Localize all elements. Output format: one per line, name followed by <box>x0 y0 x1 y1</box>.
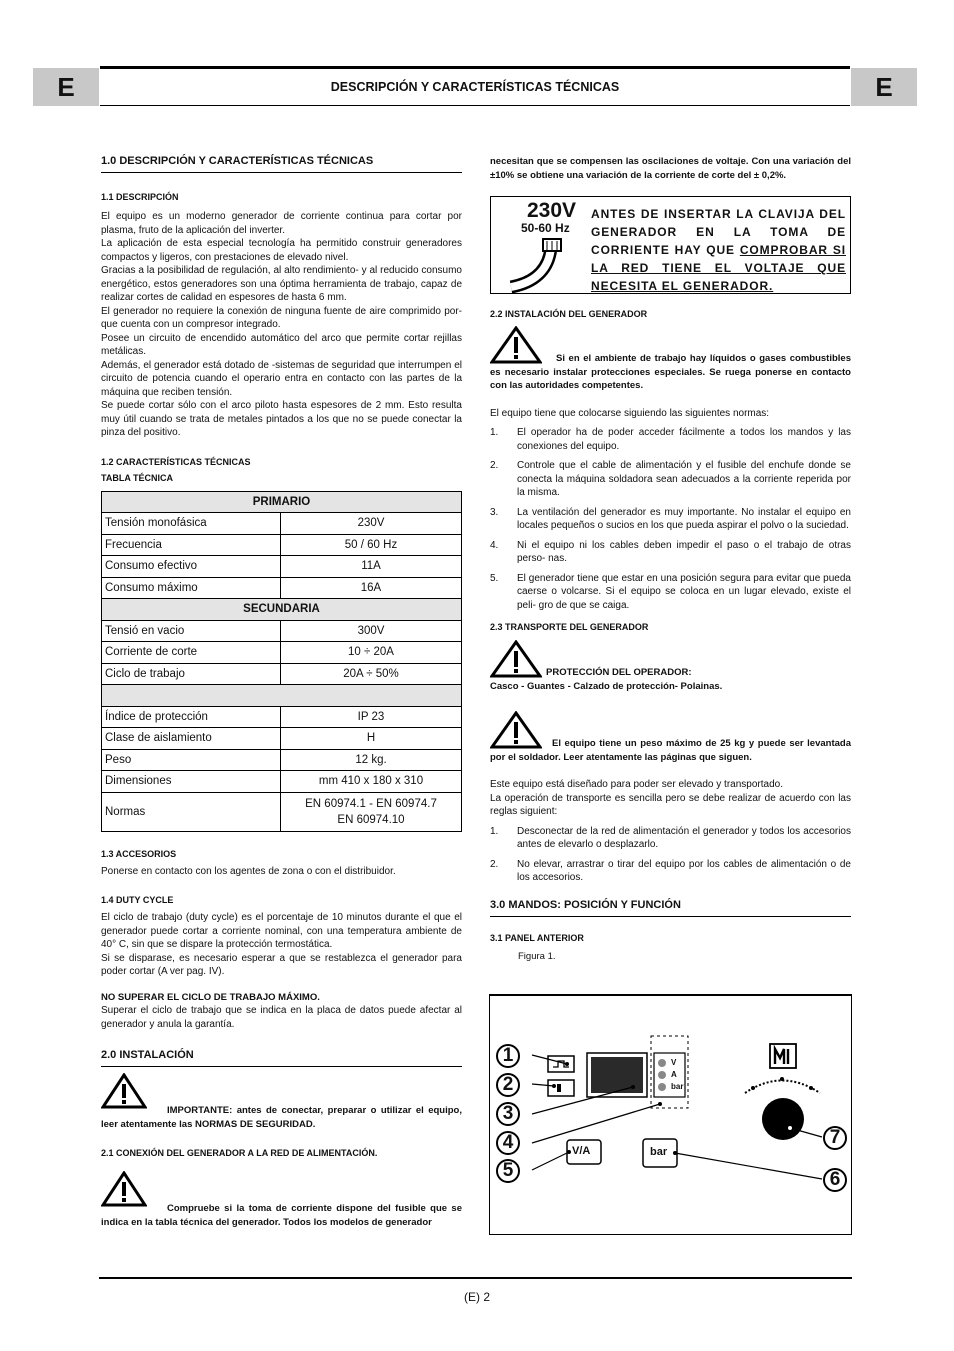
table-cell-key: Corriente de corte <box>102 642 281 664</box>
section-1-4-title: 1.4 DUTY CYCLE <box>101 895 174 905</box>
callout-6: 6 <box>823 1168 847 1192</box>
section-3-title: 3.0 MANDOS: POSICIÓN Y FUNCIÓN <box>490 899 851 917</box>
install-list <box>490 426 851 612</box>
list-text: La ventilación del generador es muy importante. No instalar el equipo en locales pequeños o sucios en los que pueda aspirar el polvo o la suciedad. <box>517 506 851 531</box>
callout-4: 4 <box>496 1131 520 1155</box>
language-tab-right: E <box>851 68 917 106</box>
page-number: (E) 2 <box>463 1290 490 1304</box>
led-label-a: A <box>671 1070 677 1079</box>
table-row <box>102 728 462 750</box>
table-cell-value: 10 ÷ 20A <box>281 642 462 664</box>
transport-list <box>490 825 851 885</box>
list-number: 4. <box>490 539 499 551</box>
paragraph: Superar el ciclo de trabajo que se indica en la placa de datos puede afectar al generador y anula la garantía. <box>101 1005 462 1030</box>
table-cell-value: 16A <box>281 577 462 599</box>
section-1-1-title: 1.1 DESCRIPCIÓN <box>101 192 179 202</box>
table-cell-key: Tensión monofásica <box>102 513 281 535</box>
table-cell-value: mm 410 x 180 x 310 <box>281 771 462 793</box>
warning-block <box>490 640 851 693</box>
list-number: 1. <box>490 825 499 837</box>
table-row <box>102 577 462 599</box>
normas-line-1: EN 60974.1 - EN 60974.7 <box>305 797 437 810</box>
list-text: El operador ha de poder acceder fácilmente a todos los mandos y las conexiones del equipo. <box>517 427 851 452</box>
va-button[interactable]: V/A <box>572 1145 591 1157</box>
table-row <box>102 620 462 642</box>
list-item <box>490 825 851 852</box>
list-number: 2. <box>490 858 499 870</box>
panel-drawing <box>490 996 851 1235</box>
table-row <box>102 534 462 556</box>
section-2-title: 2.0 INSTALACIÓN <box>101 1049 462 1067</box>
led-label-bar: bar <box>671 1082 684 1091</box>
table-cell-key: Clase de aislamiento <box>102 728 281 750</box>
paragraph: El generador no requiere la conexión de ninguna fuente de aire comprimido por- que cuenta con un compresor integrado. <box>101 305 462 330</box>
table-header-secundaria: SECUNDARIA <box>102 599 462 621</box>
technical-table <box>101 491 462 832</box>
plug-warning-text-a: ANTES DE INSERTAR LA CLAVIJA DEL GENERADOR EN LA TOMA DE CORRIENTE HAY QUE <box>591 207 846 257</box>
led-label-v: V <box>671 1058 677 1067</box>
list-text: Ni el equipo ni los cables deben impedir el paso o el trabajo de otras perso- nas. <box>517 539 851 564</box>
plug-warning-text <box>591 205 846 295</box>
page-header <box>100 66 850 106</box>
right-column <box>490 155 851 963</box>
table-cell-key: Ciclo de trabajo <box>102 663 281 685</box>
callout-3: 3 <box>496 1102 520 1126</box>
warning-triangle-icon <box>101 1073 462 1107</box>
paragraph: Se puede cortar sólo con el arco piloto hasta espesores de 2 mm. Esto resulta muy útil cuando se trata de metales pintados a los que no se puede conectar la pinza del positivo. <box>101 400 462 438</box>
table-row <box>102 663 462 685</box>
install-intro: El equipo tiene que colocarse siguiendo las siguientes normas: <box>490 407 770 419</box>
warning-text: Compruebe si la toma de corriente dispone del fusible que se indica en la tabla técnica del generador. Todos los modelos de generador <box>101 1203 462 1228</box>
plug-cable-icon <box>499 237 579 296</box>
table-cell-value: H <box>281 728 462 750</box>
list-item <box>490 572 851 613</box>
paragraph: La aplicación de esta especial tecnología ha permitido construir generadores compactos y ligeros, con prestaciones de elevado nivel. <box>101 238 462 263</box>
table-row <box>102 792 462 831</box>
list-text: No elevar, arrastrar o tirar del equipo por los cables de alimentación o de los accesorios. <box>517 858 851 883</box>
warning-triangle-icon <box>101 1171 462 1205</box>
list-number: 2. <box>490 460 499 471</box>
callout-7: 7 <box>823 1126 847 1150</box>
warning-block <box>490 711 851 764</box>
plug-warning-box <box>490 196 851 294</box>
table-header-empty <box>102 685 462 707</box>
table-cell-key: Normas <box>102 792 281 831</box>
warning-block <box>490 326 851 393</box>
list-number: 1. <box>490 427 499 438</box>
list-text: Desconectar de la red de alimentación el generador y todos los accesorios antes de elevarlo o desplazarlo. <box>517 825 851 850</box>
paragraph: Este equipo está diseñado para poder ser elevado y transportado. <box>490 779 783 790</box>
table-cell-value: 20A ÷ 50% <box>281 663 462 685</box>
table-cell-value: 300V <box>281 620 462 642</box>
paragraph: El ciclo de trabajo (duty cycle) es el porcentaje de 10 minutos durante el que el generador puede cortar a corriente nominal, con una temperatura ambiente de 40° C, sin que se dispare la protección termostática. <box>101 912 462 950</box>
warning-text: IMPORTANTE: antes de conectar, preparar o utilizar el equipo, leer atentamente las NORMAS DE SEGURIDAD. <box>101 1105 462 1130</box>
table-cell-key: Consumo efectivo <box>102 556 281 578</box>
continued-text: necesitan que se compensen las oscilaciones de voltaje. Con una variación del ±10% se obtiene una variación de la corriente de corte del ± 0,2%. <box>490 156 851 181</box>
list-item <box>490 426 851 453</box>
table-row <box>102 556 462 578</box>
section-1-2-title: 1.2 CARACTERÍSTICAS TÉCNICAS <box>101 456 251 467</box>
list-item <box>490 858 851 885</box>
paragraph: La operación de transporte es sencilla pero se debe realizar de acuerdo con las reglas siguient: <box>490 792 851 817</box>
header-title: DESCRIPCIÓN Y CARACTERÍSTICAS TÉCNICAS <box>330 80 620 94</box>
list-text: Controle que el cable de alimentación y el fusible del enchufe donde se conecta la máquina soldadora sean adecuados a la corriente reperida por la misma. <box>517 460 851 498</box>
list-item <box>490 506 851 533</box>
footer-rule <box>99 1277 852 1279</box>
table-cell-value: 12 kg. <box>281 749 462 771</box>
section-1-3-title: 1.3 ACCESORIOS <box>101 848 177 859</box>
callout-5: 5 <box>496 1159 520 1183</box>
warning-text: Casco - Guantes - Calzado de protección- Polainas. <box>490 680 723 692</box>
callout-1: 1 <box>496 1044 520 1068</box>
bar-button[interactable]: bar <box>650 1146 668 1158</box>
language-tab-left: E <box>33 68 99 106</box>
table-row <box>102 513 462 535</box>
list-text: El generador tiene que estar en una posición segura para evitar que pueda caerse o volcarse. Si el equipo se coloca en un lugar elevado, existe el peli- gro de que se caiga. <box>517 572 851 611</box>
warning-block <box>101 1073 462 1131</box>
list-item <box>490 459 851 500</box>
table-header-primario: PRIMARIO <box>102 491 462 513</box>
section-1-1-body <box>101 210 462 440</box>
table-label: TABLA TÉCNICA <box>101 472 173 483</box>
table-row <box>102 642 462 664</box>
section-1-3-text: Ponerse en contacto con los agentes de zona o con el distribuidor. <box>101 865 396 877</box>
table-cell-key: Índice de protección <box>102 706 281 728</box>
table-cell-key: Frecuencia <box>102 534 281 556</box>
table-cell-key: Tensió en vacio <box>102 620 281 642</box>
paragraph: Posee un circuito de encendido automático del arco que permite cortar rejillas metálicas. <box>101 332 462 357</box>
list-number: 3. <box>490 506 499 518</box>
list-item <box>490 539 851 566</box>
table-row <box>102 771 462 793</box>
warning-block <box>101 1171 462 1229</box>
table-cell-value: 230V <box>281 513 462 535</box>
section-1-title: 1.0 DESCRIPCIÓN Y CARACTERÍSTICAS TÉCNICAS <box>101 155 462 173</box>
section-2-2-title: 2.2 INSTALACIÓN DEL GENERADOR <box>490 309 648 319</box>
plug-voltage: 230V <box>527 199 577 222</box>
table-cell-key: Consumo máximo <box>102 577 281 599</box>
front-panel-figure <box>489 994 852 1235</box>
table-cell-key: Dimensiones <box>102 771 281 793</box>
section-2-3-title: 2.3 TRANSPORTE DEL GENERADOR <box>490 622 649 632</box>
warning-text: Si en el ambiente de trabajo hay líquidos o gases combustibles es necesario instalar protecciones especiales. Se ruega ponerse en contacto con las autoridades competentes. <box>490 353 851 391</box>
table-cell-value: 11A <box>281 556 462 578</box>
table-cell-value: IP 23 <box>281 706 462 728</box>
table-cell-key: Peso <box>102 749 281 771</box>
warning-text: El equipo tiene un peso máximo de 25 kg y puede ser levantada por el soldador. Leer atentamente las páginas que siguen. <box>490 738 851 763</box>
section-2-1-title: 2.1 CONEXIÓN DEL GENERADOR A LA RED DE ALIMENTACIÓN. <box>101 1148 378 1158</box>
section-3-1-title: 3.1 PANEL ANTERIOR <box>490 932 584 943</box>
figure-label: Figura 1. <box>518 950 556 962</box>
paragraph: Si se disparase, es necesario esperar a que se restablezca el generador para poder cortar (A ver pag. IV). <box>101 952 462 977</box>
plug-frequency: 50-60 Hz <box>521 221 570 235</box>
warning-text: PROTECCIÓN DEL OPERADOR: <box>546 667 692 678</box>
paragraph: El equipo es un moderno generador de corriente continua para cortar por plasma, fruto de la aplicación del inverter. <box>101 211 462 236</box>
table-cell-value <box>281 792 462 831</box>
table-cell-value: 50 / 60 Hz <box>281 534 462 556</box>
normas-line-2: EN 60974.10 <box>337 813 405 826</box>
paragraph: Gracias a la posibilidad de regulación, al alto rendimiento- y al reducido consumo energético, estos generadores son una óptima herramienta de trabajo, capaz de realizar cortes de calidad en espesores de hasta 6 mm. <box>101 265 462 303</box>
table-row <box>102 749 462 771</box>
duty-cycle-warning: NO SUPERAR EL CICLO DE TRABAJO MÁXIMO. <box>101 991 320 1003</box>
table-row <box>102 706 462 728</box>
callout-2: 2 <box>496 1073 520 1097</box>
paragraph: Además, el generador está dotado de -sistemas de seguridad que interrumpen el circuito de potencia cuando el operario entra en contacto con las partes de la máquina que reciben tensión. <box>101 359 462 398</box>
list-number: 5. <box>490 572 499 584</box>
left-column <box>101 155 462 1229</box>
plug-warning-text-b: COMPROBAR SI LA RED TIENE EL VOLTAJE QUE NECESITA EL GENERADOR. <box>591 243 846 293</box>
